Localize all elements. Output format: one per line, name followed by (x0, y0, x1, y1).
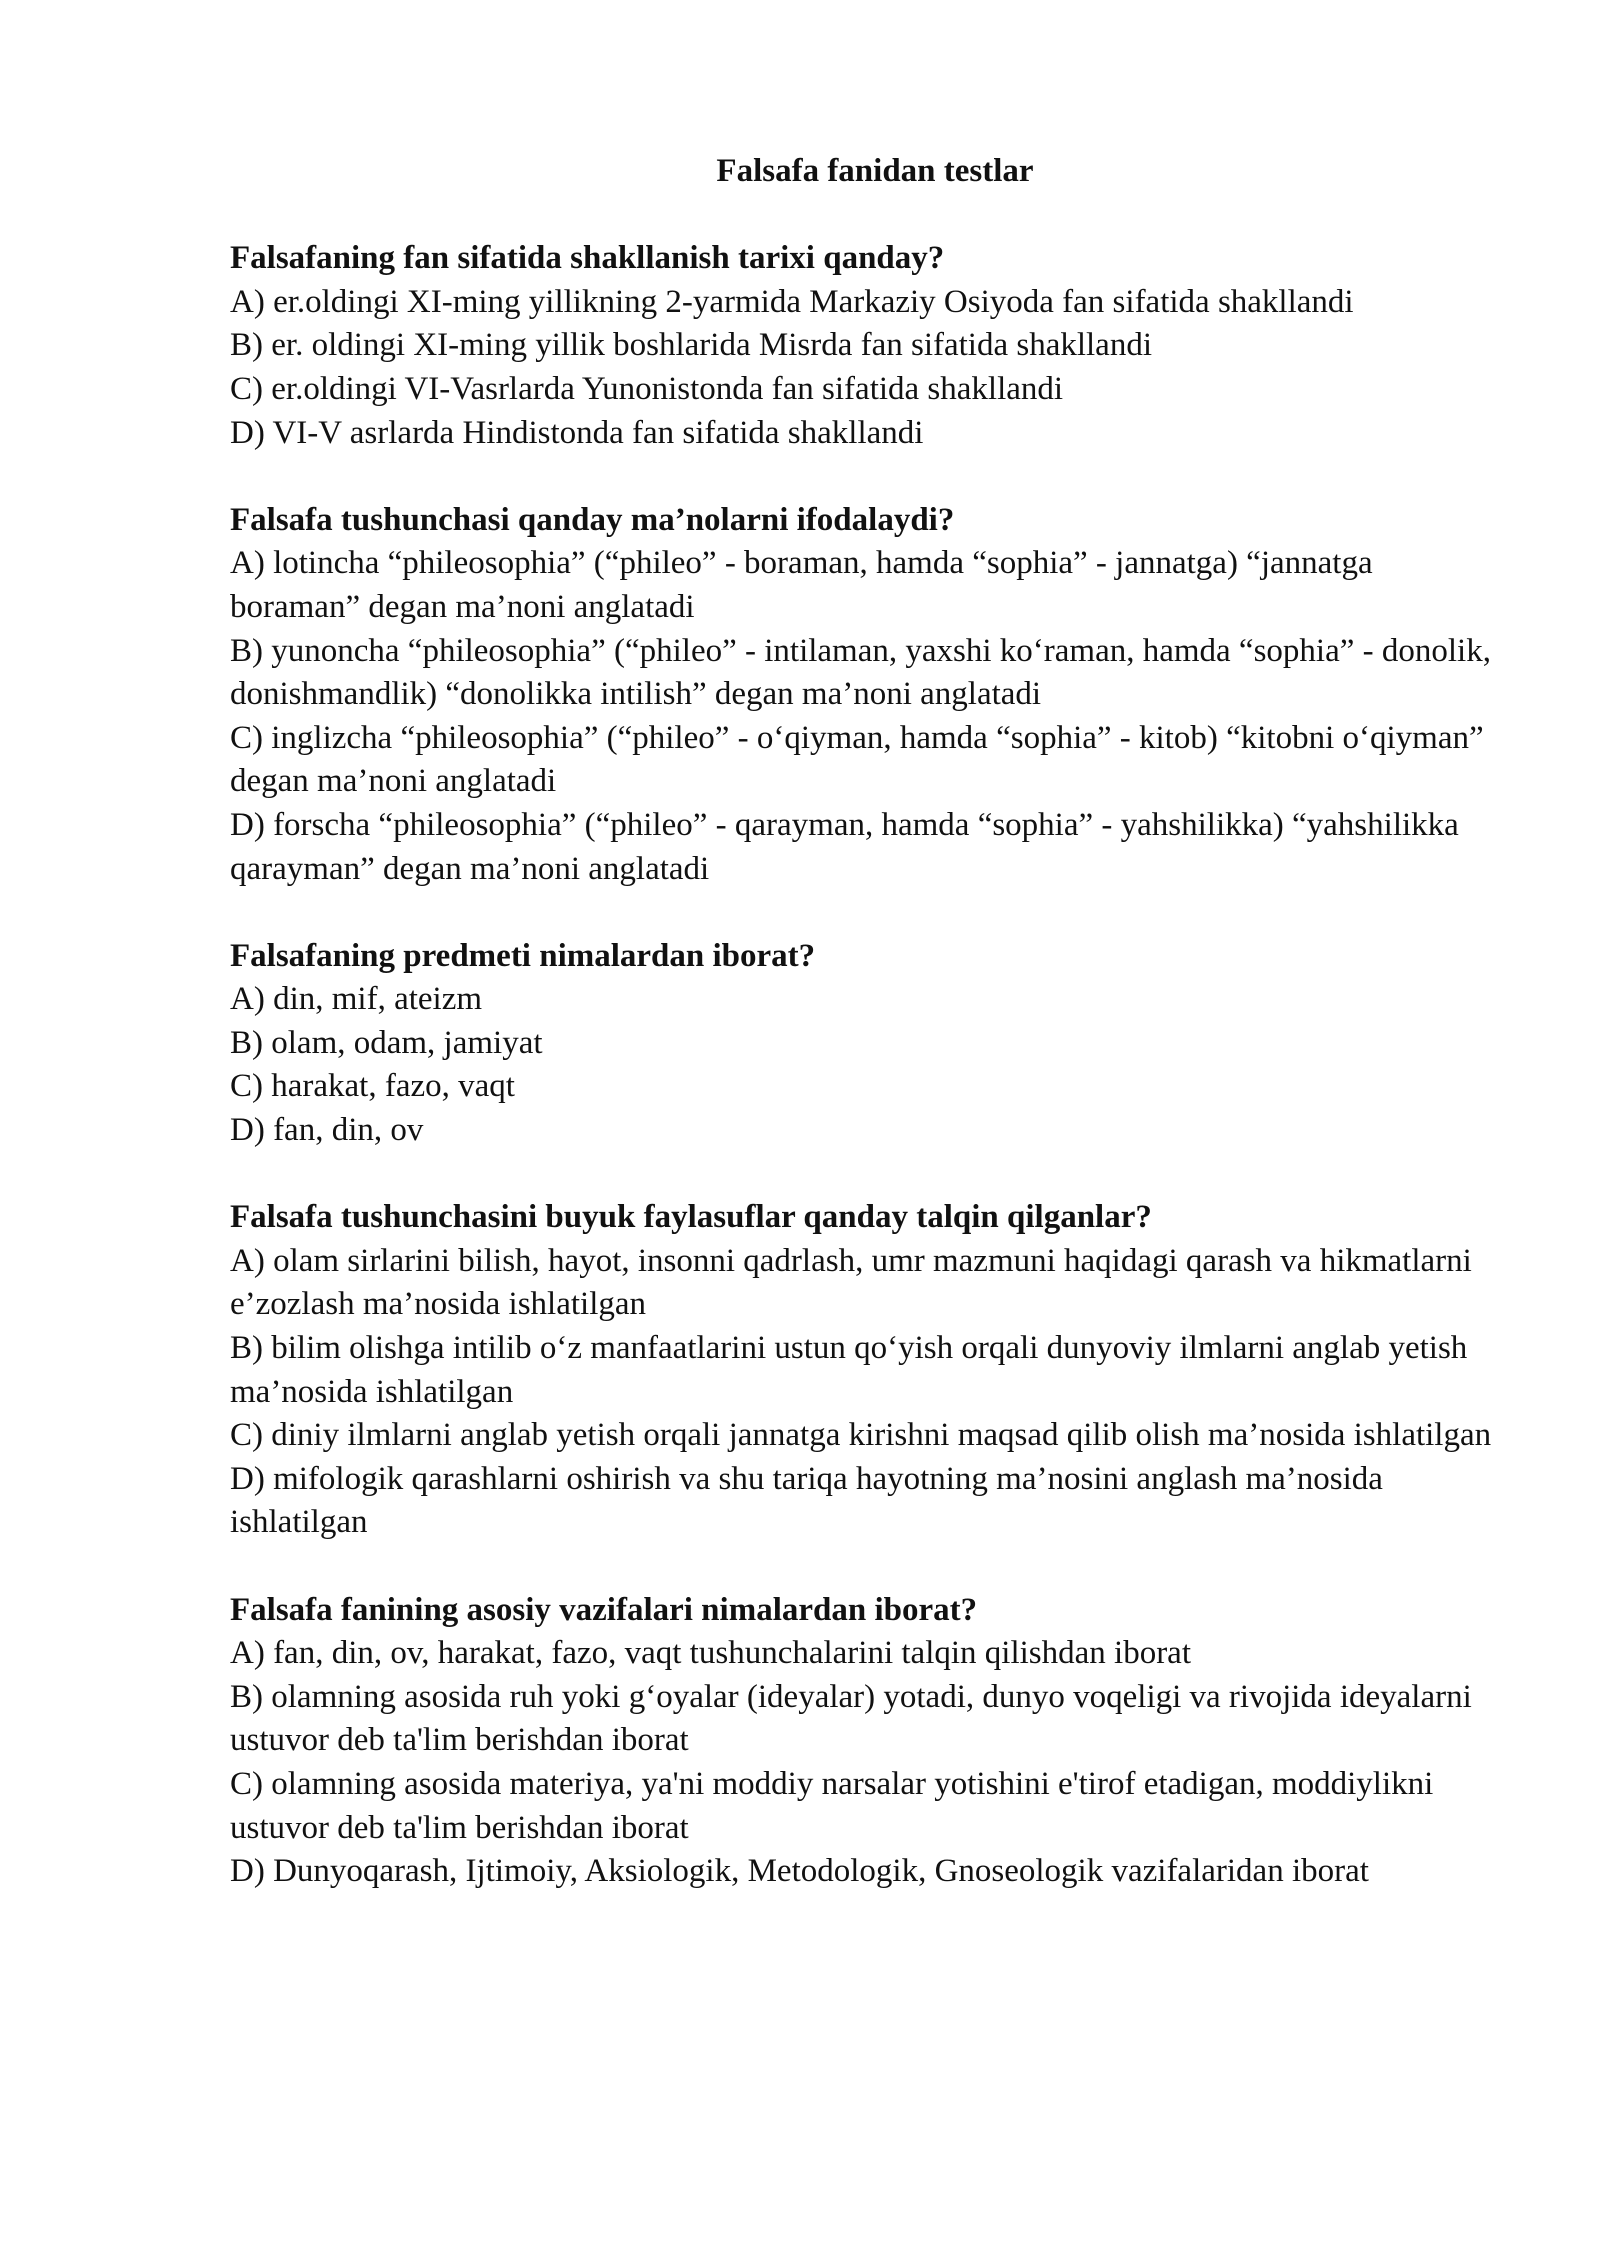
question-text: Falsafa fanining asosiy vazifalari nimalardan iborat? (230, 1591, 978, 1628)
document-title: Falsafa fanidan testlar (716, 153, 1034, 189)
question-text: Falsafaning fan sifatida shakllanish tarixi qanday? (230, 240, 945, 277)
answer-option: B) olamning asosida ruh yoki g‘oyalar (ideyalar) yotadi, dunyo voqeligi va rivojida ideyalarni ustuvor deb ta'lim berishdan iborat (230, 1678, 1472, 1759)
answer-option: D) VI-V asrlarda Hindistonda fan sifatida shakllandi (230, 414, 924, 451)
question-text: Falsafaning predmeti nimalardan iborat? (230, 937, 816, 974)
question-block (230, 1196, 1500, 1545)
question-text: Falsafa tushunchasi qanday ma’nolarni ifodalaydi? (230, 501, 955, 538)
answer-option: A) fan, din, ov, harakat, fazo, vaqt tushunchalarini talqin qilishdan iborat (230, 1635, 1191, 1672)
answer-option: A) lotincha “phileosophia” (“phileo” - boraman, hamda “sophia” - jannatga) “jannatga boraman” degan ma’noni anglatadi (230, 545, 1373, 625)
answer-option: C) inglizcha “phileosophia” (“phileo” - o‘qiyman, hamda “sophia” - kitob) “kitobni o‘qiyman” degan ma’noni anglatadi (230, 719, 1484, 800)
answer-option: A) olam sirlarini bilish, hayot, insonni qadrlash, umr mazmuni haqidagi qarash va hikmatlarni e’zozlash ma’nosida ishlatilgan (230, 1242, 1472, 1323)
answer-option: C) olamning asosida materiya, ya'ni moddiy narsalar yotishini e'tirof etadigan, moddiylikni ustuvor deb ta'lim berishdan iborat (230, 1765, 1434, 1846)
answer-option: B) er. oldingi XI-ming yillik boshlarida Misrda fan sifatida shakllandi (230, 327, 1153, 364)
answer-option: D) mifologik qarashlarni oshirish va shu tariqa hayotning ma’nosini anglash ma’nosida ishlatilgan (230, 1460, 1383, 1541)
answer-option: C) harakat, fazo, vaqt (230, 1068, 515, 1105)
question-block (230, 1589, 1500, 1894)
answer-option: B) yunoncha “phileosophia” (“phileo” - intilaman, yaxshi ko‘raman, hamda “sophia” - donolik, donishmandlik) “donolikka intilish” degan ma’noni anglatadi (230, 632, 1491, 713)
answer-option: C) diniy ilmlarni anglab yetish orqali jannatga kirishni maqsad qilib olish ma’nosida ishlatilgan (230, 1417, 1492, 1454)
answer-option: B) olam, odam, jamiyat (230, 1024, 543, 1061)
question-block (230, 237, 1500, 455)
question-block (230, 499, 1500, 891)
answer-option: A) er.oldingi XI-ming yillikning 2-yarmida Markaziy Osiyoda fan sifatida shakllandi (230, 283, 1354, 320)
answer-option: D) forscha “phileosophia” (“phileo” - qarayman, hamda “sophia” - yahshilikka) “yahshilikka qarayman” degan ma’noni anglatadi (230, 806, 1459, 887)
answer-option: D) Dunyoqarash, Ijtimoiy, Aksiologik, Metodologik, Gnoseologik vazifalaridan iborat (230, 1853, 1369, 1890)
document-page (230, 150, 1500, 1937)
answer-option: A) din, mif, ateizm (230, 981, 483, 1018)
question-text: Falsafa tushunchasini buyuk faylasuflar qanday talqin qilganlar? (230, 1199, 1152, 1236)
answer-option: D) fan, din, ov (230, 1112, 424, 1149)
question-block (230, 935, 1500, 1153)
answer-option: C) er.oldingi VI-Vasrlarda Yunonistonda fan sifatida shakllandi (230, 370, 1064, 407)
answer-option: B) bilim olishga intilib o‘z manfaatlarini ustun qo‘yish orqali dunyoviy ilmlarni anglab yetish ma’nosida ishlatilgan (230, 1330, 1468, 1410)
question-list (230, 237, 1500, 1894)
